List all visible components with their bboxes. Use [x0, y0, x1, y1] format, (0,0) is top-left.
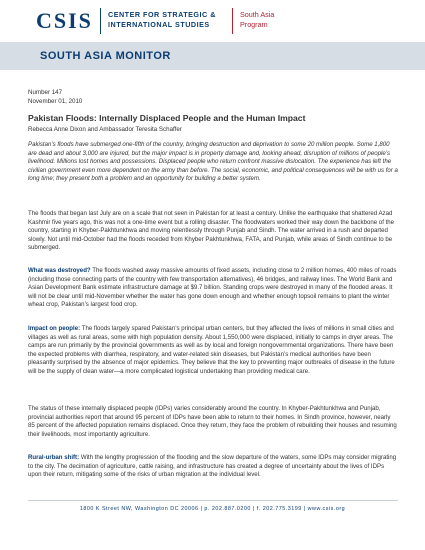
paragraph-rural-urban-lead: Rural-urban shift:: [28, 454, 80, 461]
paragraph-impact-text: The floods largely spared Pakistan’s principal urban centers, but they affected the lives of millions in small cities and villages as well as rural areas, some with high population density. About 1,550,000 were displaced, initially to camps in dryer areas. The camps are run primarily by the provincial governments as well as by local and foreign nongovernmental organizations. There have been the expected problems with diarrhea, respiratory, and water-related skin diseases, but Pakistan’s medical authorities have been pleasantly surprised by the absence of major epidemics. They believe that the key to preventing major outbreaks of disease in the future will be the supply of clean water—a more complicated logistical undertaking than providing medical care.: [28, 325, 395, 375]
issue-meta: [28, 88, 82, 106]
issue-date: November 01, 2010: [28, 98, 83, 105]
masthead-divider: [100, 8, 101, 34]
article-title: Pakistan Floods: Internally Displaced People and the Human Impact: [28, 113, 306, 123]
org-name-line1: CENTER FOR STRATEGIC &: [108, 10, 216, 19]
article-authors: Rebecca Anne Dixon and Ambassador Teresita Schaffer: [28, 126, 182, 133]
banner-title: SOUTH ASIA MONITOR: [40, 50, 171, 62]
paragraph-intro: The floods that began last July are on a scale that not seen in Pakistan for at least a century. Unlike the earthquake that shattered Azad Kashmir five years ago, this was not a one-time event but a rolling disaster. The floodwaters worked their way down the backbone of the country, starting in Khyber-Pakhtunkhwa and moving relentlessly through Punjab and Sindh. The water arrived in a rush and departed slowly. Not until mid-October had the floods receded from Khyber Pakhtunkhwa, FATA, and Punjab, while areas of Sindh continue to be submerged.: [28, 210, 395, 252]
footer-address: 1800 K Street NW, Washington DC 20006 | p. 202.887.0200 | f. 202.775.3199 | www.csis.org: [79, 506, 346, 512]
paragraph-destroyed-lead: What was destroyed?: [28, 267, 91, 274]
paragraph-rural-urban: [28, 454, 398, 480]
paragraph-impact-lead: Impact on people:: [28, 325, 81, 332]
program-name-line2: Program: [240, 20, 268, 29]
program-divider: [232, 8, 233, 34]
program-name-line1: South Asia: [240, 10, 275, 19]
paragraph-idp-status: The status of these internally displaced people (IDPs) varies considerably around the country. In Khyber-Pakhtunkhwa and Punjab, provincial authorities report that around 95 percent of IDPs have been able to return to their homes. In Sindh province, however, nearly 85 percent of the affected population remains displaced. Once they return, they face the problem of rebuilding their houses and resuming their livelihoods, most importantly agriculture.: [28, 405, 397, 438]
article-abstract: Pakistan’s floods have submerged one-fifth of the country, bringing destruction and deprivation to some 20 million people. Some 1,800 are dead and about 3,000 are injured, but the major impact is in property damage and, looking ahead, disruption of millions of people’s livelihood. Millions lost homes and possessions. Displaced people who return confront massive dislocation. The experience has left the civilian government even more dependent on the army than before. The social, economic, and political consequences will be with us for a long time; they present both a problem and an opportunity for building a better system.: [28, 141, 398, 183]
footer-rule: [28, 500, 398, 501]
paragraph-destroyed-text: The floods washed away massive amounts of fixed assets, including close to 2 million homes, 400 miles of roads (including those connecting parts of the country with few transportation alternatives), 46 bridges, and railway lines. The World Bank and Asian Development Bank estimate infrastructure damage at $9.7 billion. Standing crops were destroyed in many of the flooded areas. It will not be clear until mid-November whether the water has gone down enough and whether enough topsoil remains to plant the winter wheat crop, Pakistan’s largest food crop.: [28, 267, 397, 309]
org-name-line2: INTERNATIONAL STUDIES: [108, 20, 210, 29]
paragraph-impact: [28, 325, 398, 377]
program-name: [240, 10, 274, 30]
paragraph-rural-urban-text: With the lengthy progression of the flooding and the slow departure of the waters, some IDPs may consider migrating to the city. The decimation of agriculture, cattle raising, and infrastructure has created a degree of uncertainty about the lives of IDPs upon their return, mitigating some of the risks of urban migration at the individual level.: [28, 454, 397, 479]
publication-banner: [0, 42, 425, 70]
issue-number: Number 147: [28, 89, 63, 96]
paragraph-destroyed: [28, 267, 398, 310]
csis-logo[interactable]: CSIS: [36, 8, 93, 33]
org-name: [108, 10, 216, 30]
